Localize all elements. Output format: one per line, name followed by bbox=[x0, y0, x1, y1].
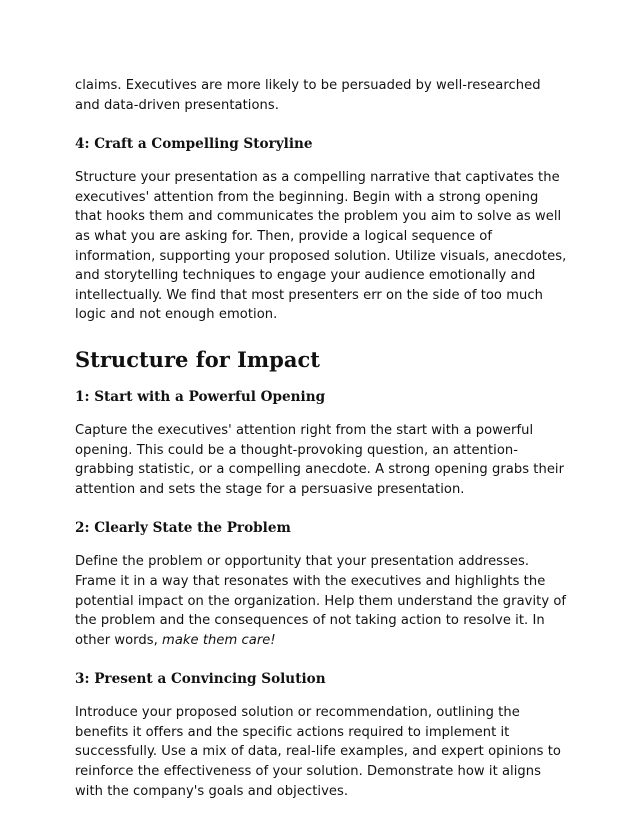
problem-emphasis: make them care! bbox=[162, 632, 276, 648]
section-heading-storyline: 4: Craft a Compelling Storyline bbox=[75, 136, 313, 153]
step-heading-problem: 2: Clearly State the Problem bbox=[75, 520, 291, 537]
opening-paragraph: Capture the executives' attention right from the start with a powerful opening. This could be a thought-provoking question, an attention-grabbing statistic, or a compelling anecdote. A strong opening grabs their attention and sets the stage for a persuasive presentation. bbox=[75, 422, 565, 497]
solution-paragraph: Introduce your proposed solution or recommendation, outlining the benefits it offers and the specific actions required to implement it successfully. Use a mix of data, real-life examples, and expert opinions to reinforce the effectiveness of your solution. Demonstrate how it aligns with the company's goals and objectives. bbox=[75, 705, 561, 799]
problem-paragraph-text: Define the problem or opportunity that your presentation addresses. Frame it in a way that resonates with the executives and highlights the potential impact on the organization. Help them understand the gravity of the problem and the consequences of not taking action to resolve it. In other words, bbox=[75, 554, 567, 648]
step-heading-opening: 1: Start with a Powerful Opening bbox=[75, 388, 326, 405]
structure-heading: Structure for Impact bbox=[75, 346, 320, 372]
storyline-paragraph: Structure your presentation as a compelling narrative that captivates the executives' attention from the beginning. Begin with a strong opening that hooks them and communicates the problem you aim to solve as well as what you are asking for. Then, provide a logical sequence of information, supporting your proposed solution. Utilize visuals, anecdotes, and storytelling techniques to engage your audience emotionally and intellectually. We find that most presenters err on the side of too much logic and not enough emotion. bbox=[75, 170, 567, 323]
problem-paragraph bbox=[75, 552, 568, 650]
intro-paragraph: claims. Executives are more likely to be persuaded by well-researched and data-driven presentations. bbox=[75, 78, 541, 113]
step-heading-solution: 3: Present a Convincing Solution bbox=[75, 671, 326, 688]
